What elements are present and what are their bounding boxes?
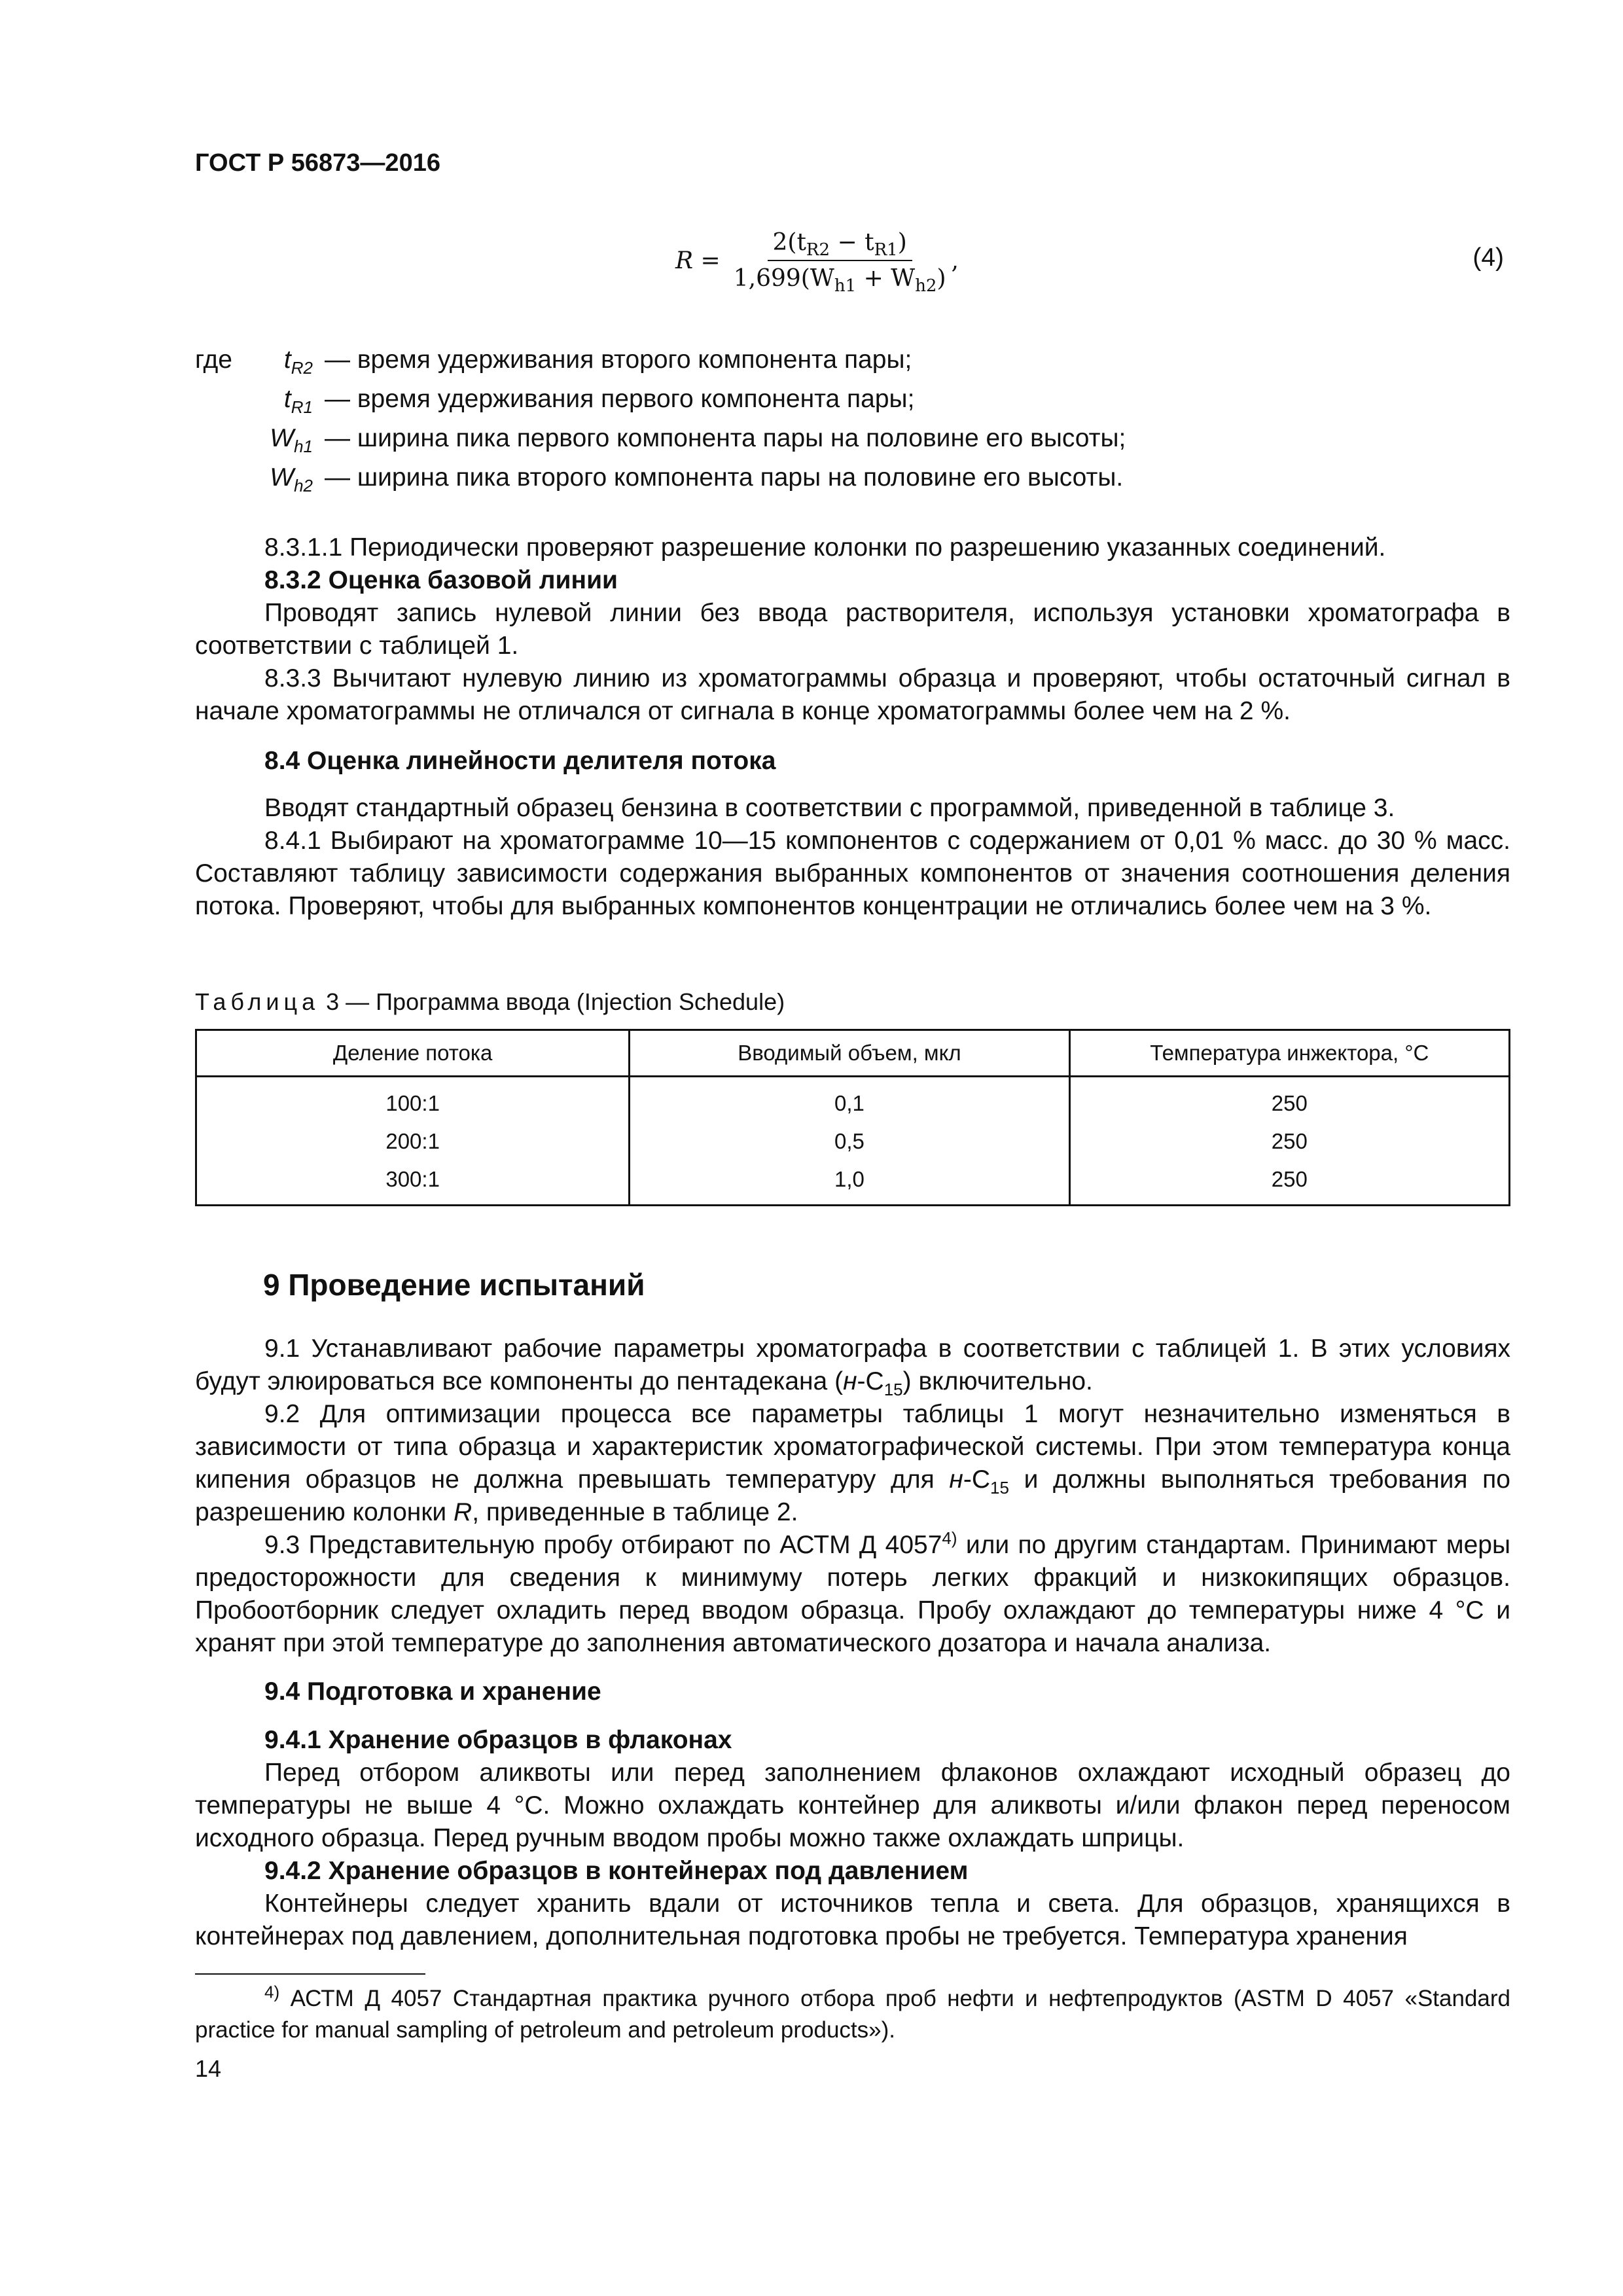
definition-item: $t_{R1}$ — время удерживания первого компонента пары;: [283, 385, 915, 417]
injection-schedule-table: [195, 1029, 1510, 1206]
section-9-4: [195, 1676, 1510, 1708]
paragraph-9-1: 9.1 Устанавливают рабочие параметры хроматографа в соответствии с таблицей 1. В этих условиях будут элюироваться все компоненты до пентадекана $(н-С_{15})$ включительно.: [195, 1335, 1510, 1399]
paragraph-8-3-2: Проводят запись нулевой линии без ввода растворителя, используя установки хроматографа в соответствии с таблицей 1.: [195, 599, 1510, 660]
footnote-text: АСТМ Д 4057 Стандартная практика ручного отбора проб нефти и нефтепродуктов (ASTM D 4057 «Standard practice for manual sampling of petroleum and petroleum products»).: [195, 1986, 1510, 2043]
table-row: 300:1 1,0 250: [196, 1160, 1510, 1206]
table-row: 100:1 0,1 250: [196, 1077, 1510, 1123]
heading-9: 9 Проведение испытаний: [263, 1268, 645, 1302]
heading-9-4-1: 9.4.1 Хранение образцов в флаконах: [264, 1726, 732, 1754]
paragraph-9-3: 9.3 Представительную пробу отбирают по АСТМ Д 4057$^{4)}$ или по другим стандартам. Принимают меры предосторожности для сведения к минимуму потерь легких фракций и низкокипящих образцов. Пробоотборник следует охладить перед вводом образца. Пробу охлаждают до температуры ниже 4 °С и хранят при этой температуре до заполнения автоматического дозатора и начала анализа.: [195, 1528, 1510, 1657]
definition-item: где $t_{R2}$ — время удерживания второго компонента пары;: [195, 346, 912, 378]
paragraph-8-3-3: 8.3.3 Вычитают нулевую линию из хроматограммы образца и проверяют, чтобы остаточный сигнал в начале хроматограммы не отличался от сигнала в конце хроматограммы более чем на 2 %.: [195, 664, 1510, 725]
definition-item: $W_{h1}$ — ширина пика первого компонента пары на половине его высоты;: [270, 424, 1126, 456]
paragraph-8-4-1: 8.4.1 Выбирают на хроматограмме 10—15 компонентов с содержанием от 0,01 % масс. до 30 % масс. Составляют таблицу зависимости содержания выбранных компонентов от значения соотношения деления потока. Проверяют, чтобы для выбранных компонентов концентрации не отличались более чем на 3 %.: [195, 827, 1510, 920]
formula-lhs: R: [675, 247, 694, 274]
formula-denominator: $1,699(W_{h1} + W_{h2})$: [733, 265, 946, 296]
section-9-4-body: [195, 1724, 1510, 1953]
table-header-row: [196, 1030, 1510, 1077]
formula-tail: ,: [951, 247, 959, 274]
table-header-cell: Температура инжектора, °С: [1069, 1030, 1509, 1077]
paragraph-9-4-2: Контейнеры следует хранить вдали от источников тепла и света. Для образцов, хранящихся в контейнерах под давлением, дополнительная подготовка пробы не требуется. Температура хранения: [195, 1890, 1510, 1950]
heading-9-4-2: 9.4.2 Хранение образцов в контейнерах под давлением: [264, 1857, 969, 1885]
definition-item: $W_{h2}$ — ширина пика второго компонента пары на половине его высоты.: [270, 463, 1124, 495]
table-caption: Таблица 3 — Программа ввода (Injection Schedule): [195, 988, 785, 1015]
table-header-cell: Деление потока: [196, 1030, 630, 1077]
formula-fraction: [728, 229, 952, 296]
footnote-separator: [195, 1973, 425, 1975]
heading-8-3-2: 8.3.2 Оценка базовой линии: [264, 566, 618, 594]
paragraph-8-3-1-1: 8.3.1.1 Периодически проверяют разрешение колонки по разрешению указанных соединений.: [264, 533, 1386, 562]
formula-expression: [675, 229, 959, 296]
heading-9-4: 9.4 Подготовка и хранение: [264, 1677, 601, 1706]
footnote: [195, 1983, 1510, 2046]
formula-number: (4): [1472, 243, 1504, 272]
section-8-3: [195, 531, 1510, 728]
footnote-mark: 4): [264, 1982, 280, 2002]
formula-numerator: $2(t_{R2} - t_{R1})$: [768, 229, 912, 261]
formula-4: [195, 229, 1510, 308]
formula-definitions: [195, 340, 1510, 497]
section-9-body: [195, 1333, 1510, 1660]
document-page: [195, 0, 1510, 2296]
section-8-4-body: [195, 792, 1510, 923]
heading-8-4: 8.4 Оценка линейности делителя потока: [264, 747, 776, 775]
section-8-4: [195, 745, 1510, 778]
paragraph-9-4-1: Перед отбором аликвоты или перед заполнением флаконов охлаждают исходный образец до температуры не выше 4 °С. Можно охлаждать контейнер для аликвоты и/или флакон перед переносом исходного образца. Перед ручным вводом пробы можно также охлаждать шприцы.: [195, 1759, 1510, 1852]
paragraph-9-2: 9.2 Для оптимизации процесса все параметры таблицы 1 могут незначительно изменяться в зависимости от типа образца и характеристик хроматографической системы. При этом температура конца кипения образцов не должна превышать температуру для $н-С_{15}$ и должны выполняться требования по разрешению колонки R, приведенные в таблице 2.: [195, 1400, 1510, 1526]
paragraph-8-4: Вводят стандартный образец бензина в соответствии с программой, приведенной в таблице 3.: [264, 794, 1395, 822]
formula-equals: =: [693, 247, 721, 274]
table-row: 200:1 0,5 250: [196, 1122, 1510, 1160]
table-header-cell: Вводимый объем, мкл: [630, 1030, 1069, 1077]
page-number: 14: [195, 2055, 222, 2082]
document-header: ГОСТ Р 56873—2016: [195, 149, 440, 177]
